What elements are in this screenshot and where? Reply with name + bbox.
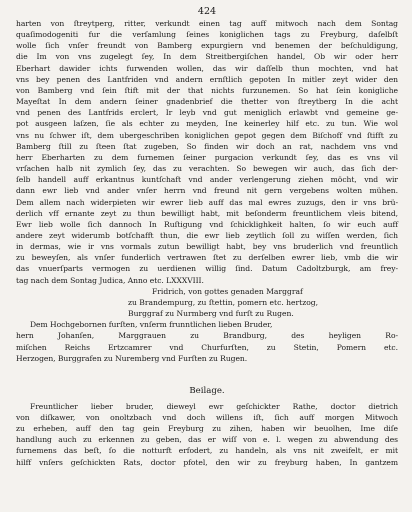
text-line: quaſimodogeniti fur die verſamlung ſeines koniglichen tags zu Freyburg, daſelbſt (16, 30, 398, 40)
text-line: die Im von vns zugelegt ſey, In dem Streitbergiſchen handel, Ob wir oder herr (16, 52, 398, 62)
page-number: 424 (197, 6, 217, 17)
text-line: Freuntlicher lieber bruder, dieweyl ewr geſchickter Rathe, doctor dietrich (30, 401, 398, 411)
text-line: derlich vff ernante zeyt zu thun bewilligt habt, mit beſonderm freuntlichem vleis bitend, (16, 208, 398, 218)
text-line: von diſkawer, von onoltzbach vnd doch willens iſt, ſich auff morgen Mitwoch (16, 413, 398, 422)
text-line: in dermas, wie ir vns vormals zutun bewilligt habt, bey vns bruderlich vnd freuntlich (16, 242, 398, 252)
address-line: hern Johanſen, Marggrauen zu Brandburg, des heyligen Ro- (16, 331, 398, 341)
text-line: furnemens das beſt, ſo die notturft erfodert, zu handeln, als vns nit zweifelt, er mit (16, 446, 398, 456)
letter-body (16, 18, 398, 286)
address-line: miſchen Reichs Ertzcamrer vnd Churfurſten, zu Stetin, Pomern etc. (16, 342, 398, 352)
text-line: Eberhart dawider ichts furwenden wollen, das wir daſſelb thun mochten, vnd hat (16, 63, 398, 73)
text-line: andere zeyt widerumb botſchafft thun, die ewr lieb zeytlich ſoll zu wiſſen werden, ſich (16, 230, 398, 240)
text-line: herr Eberharten zu dem furnemen ſeiner purgacion verkundt ſey, das es vns vil (16, 152, 398, 162)
text-line: handlung auch zu erkennen zu geben, das er wiſſ von e. l. wegen zu abwendung des (16, 435, 398, 445)
text-line: Mayeſtat In dem andern ſeiner gnadenbrief die thetter von ſtreytberg In die acht (16, 97, 398, 107)
text-line: pot ausgeen laſzen, ſie als echter zu meyden, Ine keinerley hilf etc. zu tun. Wie wol (16, 119, 398, 129)
text-line: Bamberg ſtill zu ſteen ſtat zugeben, So finden wir doch an rat, nachdem vns vnd (16, 141, 398, 151)
address-line: Dem Hochgebornen furſten, vnſerm frunntlichen lieben Bruder, (30, 320, 273, 330)
signature-line: zu Brandempurg, zu ſtettin, pomern etc. hertzog, (128, 297, 319, 307)
address-line: Herzogen, Burggrafen zu Nuremberg vnd Furſten zu Rugen. (16, 353, 248, 363)
text-line: tag nach dem Sontag Judica, Anno etc. LXXXVIII. (16, 275, 204, 285)
text-line: vnd penen des Lantfrids erclert, Ir leyb vnd gut meniglich erlawbt vnd gemeine ge- (16, 108, 398, 118)
text-line: das vnuerſparts vermogen zu uerdienen willig ſind. Datum Cadoltzburgk, am frey- (16, 264, 398, 274)
signature-line: Burggraf zu Nurmberg vnd furſt zu Rugen. (128, 309, 294, 319)
text-line: hilff vnſers geſchickten Rats, doctor pfotel, den wir zu freyburg haben, In gantzem (16, 457, 398, 467)
beilage-title: Beilage. (189, 385, 225, 396)
text-line: von Bamberg vnd ſein ſtift mit der that nichts furzunemen. So hat ſein konigliche (16, 85, 398, 95)
text-line: ſelb handell auff erkantnus kuntſchaft vnd ander verlengerung ziehen möcht, vnd wir (16, 175, 398, 185)
text-line: vns nu ſchwer iſt, dem ubergeschriben koniglichen gepot gegen dem Biſchoff vnd ſtifft zu (16, 130, 398, 140)
text-line: zu erheben, auff den tag gein Freyburg zu zihen, haben wir beuolhen, Ime diſe (16, 424, 398, 434)
text-line: harten von ſtreytperg, ritter, verkundt einen tag auff mitwoch nach dem Sontag (16, 19, 398, 28)
text-line: Dem allem nach widerpieten wir ewrer lieb auff das mal ewres zuzugs, den ir vns brü- (16, 197, 398, 207)
signature-line: Fridrich, von gottes genaden Marggraf (152, 286, 303, 296)
signature-block (16, 286, 398, 319)
text-line: Ewr lieb wolle ſich dannoch In Ruſtigung vnd ſchicklighkeit halten, ſo wir euch auff (16, 219, 398, 229)
beilage-body (16, 401, 398, 468)
address-block (16, 319, 398, 364)
text-line: wolle ſich vnſer freundt von Bamberg expurgiern vnd benemen der beſchuldigung, (16, 41, 398, 51)
text-line: zu beweyſen, als vnſer funderlich vertrawen ſtet zu derſelben ewrer lieb, vmb die wir (16, 253, 398, 263)
text-line: vrſachen halb nit zymlich ſey, das zu verachten. So bewegen wir auch, das ſich der- (16, 164, 398, 174)
text-line: dann ewr lieb vnd ander vnſer herrn vnd freund nit gern vergebens wolten mühen. (16, 186, 398, 196)
text-line: vns bey penen des Lantfriden vnd andern ernſtlich gepoten In mitler zeyt wider den (16, 74, 398, 84)
